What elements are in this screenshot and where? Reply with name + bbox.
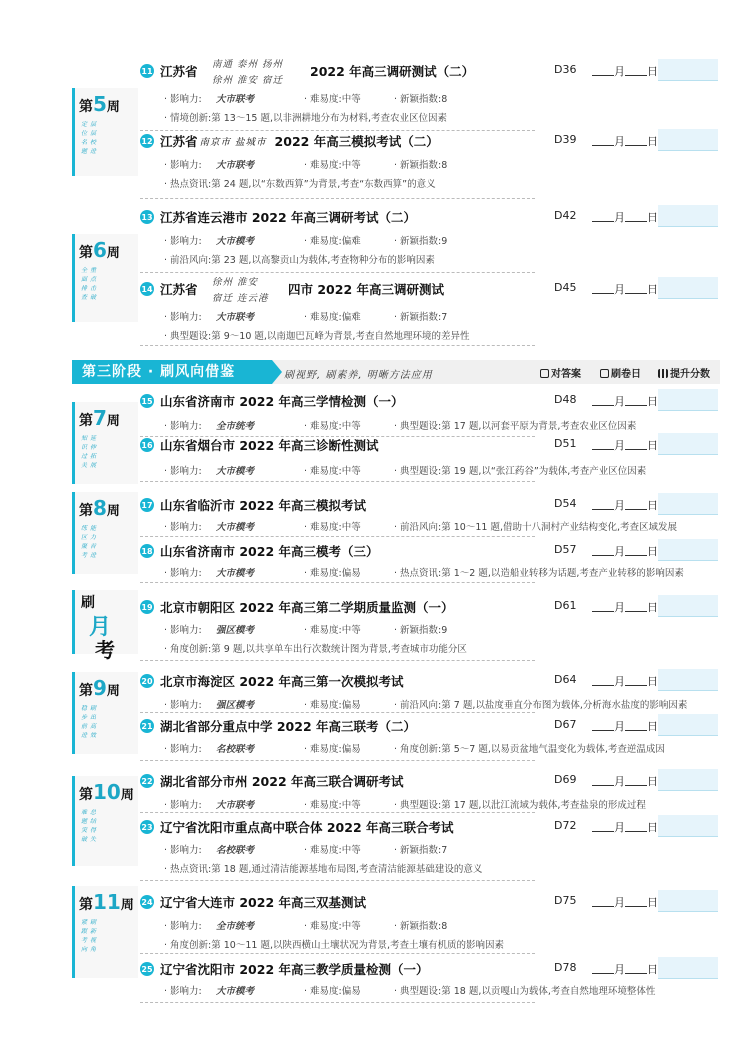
calendar-icon (600, 369, 609, 378)
week-motto: 全面排查 (81, 267, 88, 301)
exam-code: D54 (554, 497, 577, 510)
score-box[interactable] (658, 493, 718, 515)
day-label: 日 (647, 283, 658, 296)
influence-value: 大市联考 (216, 312, 255, 323)
week-motto: 稳步前进 (81, 705, 88, 739)
date-field[interactable] (592, 393, 658, 409)
date-field[interactable] (592, 543, 658, 559)
month-label: 月 (614, 499, 625, 512)
month-blank[interactable] (592, 66, 614, 76)
meta-third: · 新颖指数:8 (394, 94, 448, 105)
influence-prefix: · 影响力: (164, 800, 202, 811)
month-label: 月 (614, 135, 625, 148)
bar-chart-icon (658, 369, 668, 378)
exam-note: · 典型题设:第 9～10 题,以南迦巴瓦峰为背景,考查自然地理环境的差异性 (164, 331, 470, 342)
exam-title (140, 598, 454, 616)
month-blank[interactable] (592, 602, 614, 612)
day-label: 日 (647, 395, 658, 408)
difficulty: · 难易度:中等 (304, 921, 361, 932)
influence-value: 大市联考 (216, 800, 255, 811)
meta-third: · 典型题设:第 17 题,以沘江流域为载体,考查盐泉的形成过程 (394, 800, 646, 811)
difficulty: · 难易度:中等 (304, 800, 361, 811)
exam-title (140, 960, 429, 978)
exam-title (140, 392, 404, 410)
day-blank[interactable] (625, 776, 647, 786)
difficulty: · 难易度:中等 (304, 625, 361, 636)
day-blank[interactable] (625, 676, 647, 686)
meta-third: · 热点资讯:第 1～2 题,以造船业转移为话题,考查产业转移的影响因素 (394, 568, 684, 579)
month-label: 月 (614, 720, 625, 733)
influence-prefix: · 影响力: (164, 421, 202, 432)
exam-title (140, 132, 439, 150)
influence-prefix: · 影响力: (164, 845, 202, 856)
difficulty: · 难易度:中等 (304, 466, 361, 477)
day-label: 日 (647, 545, 658, 558)
date-field[interactable] (592, 673, 658, 689)
exam-title (140, 208, 416, 226)
month-blank[interactable] (592, 822, 614, 832)
date-field[interactable] (592, 281, 658, 297)
exam-note: · 角度创新:第 10～11 题,以陕西横山土壤状况为背景,考查土壤有机质的影响因素 (164, 940, 504, 951)
day-label: 日 (647, 499, 658, 512)
exam-title-text: 辽宁省沈阳市重点高中联合体 2022 年高三联合考试 (160, 820, 454, 835)
exam-title-rest: 2022 年高三调研测试（二） (310, 64, 475, 79)
week-motto: 总结得失 (90, 809, 97, 843)
meta-third: · 新颖指数:7 (394, 845, 448, 856)
date-field[interactable] (592, 209, 658, 225)
influence-value: 全市统考 (216, 921, 255, 932)
exam-cities: 宿迁 连云港 (212, 293, 269, 304)
day-blank[interactable] (625, 440, 647, 450)
date-field[interactable] (592, 599, 658, 615)
meta-third: · 典型题设:第 18 题,以贡嘎山为载体,考查自然地理环境整体性 (394, 986, 656, 997)
day-label: 日 (647, 601, 658, 614)
month-label: 月 (614, 211, 625, 224)
date-field[interactable] (592, 63, 658, 79)
day-label: 日 (647, 720, 658, 733)
exam-code: D45 (554, 281, 577, 294)
meta-third: · 前沿风向:第 7 题,以盐度垂直分布图为载体,分析海水盐度的影响因素 (394, 700, 688, 711)
exam-code: D36 (554, 63, 577, 76)
difficulty: · 难易度:偏易 (304, 986, 361, 997)
month-label: 月 (614, 439, 625, 452)
difficulty: · 难易度:偏难 (304, 236, 361, 247)
difficulty: · 难易度:偏易 (304, 744, 361, 755)
date-field[interactable] (592, 773, 658, 789)
exam-code: D61 (554, 599, 577, 612)
day-blank[interactable] (625, 546, 647, 556)
exam-title-text: 江苏省 (160, 282, 198, 297)
difficulty: · 难易度:中等 (304, 94, 361, 105)
difficulty: · 难易度:偏难 (304, 312, 361, 323)
difficulty: · 难易度:偏易 (304, 700, 361, 711)
exam-number-badge: 25 (140, 962, 154, 976)
exam-code: D39 (554, 133, 577, 146)
exam-note: · 热点资讯:第 24 题,以“东数西算”为背景,考查“东数西算”的意义 (164, 179, 436, 190)
influence-prefix: · 影响力: (164, 160, 202, 171)
difficulty: · 难易度:中等 (304, 522, 361, 533)
exam-number-badge: 18 (140, 544, 154, 558)
divider (140, 812, 535, 813)
exam-note: · 前沿风向:第 23 题,以高黎贡山为载体,考查物种分布的影响因素 (164, 255, 435, 266)
exam-number-badge: 13 (140, 210, 154, 224)
influence-prefix: · 影响力: (164, 312, 202, 323)
exam-title-text: 湖北省部分市州 2022 年高三联合调研考试 (160, 774, 404, 789)
week-motto: 延伸拓展 (90, 435, 97, 469)
date-field[interactable] (592, 718, 658, 734)
exam-title (140, 496, 366, 514)
difficulty: · 难易度:中等 (304, 421, 361, 432)
influence-prefix: · 影响力: (164, 94, 202, 105)
meta-third: · 新颖指数:9 (394, 236, 448, 247)
month-blank[interactable] (592, 396, 614, 406)
exam-number-badge: 11 (140, 64, 154, 78)
influence-value: 大市联考 (216, 94, 255, 105)
week-badge-6: 第6周 全面排查 重点击破 (72, 234, 138, 322)
week-motto: 练区聚考 (81, 525, 88, 559)
exam-code: D51 (554, 437, 577, 450)
meta-third: · 典型题设:第 19 题,以“张江药谷”为载体,考查产业区位因素 (394, 466, 647, 477)
exam-day-button[interactable]: 刷卷日 (600, 365, 641, 380)
exam-number-badge: 14 (140, 282, 154, 296)
influence-prefix: · 影响力: (164, 986, 202, 997)
day-blank[interactable] (625, 602, 647, 612)
divider (140, 272, 535, 273)
exam-number-badge: 20 (140, 674, 154, 688)
month-blank[interactable] (592, 212, 614, 222)
influence-value: 大市模考 (216, 522, 255, 533)
stage-subtitle: 刷视野, 刷素养, 明晰方法应用 (284, 370, 433, 381)
exam-title (140, 893, 366, 911)
score-box[interactable] (658, 277, 718, 299)
exam-title-text: 山东省烟台市 2022 年高三诊断性测试 (160, 438, 379, 453)
date-field[interactable] (592, 894, 658, 910)
divider (140, 582, 535, 583)
day-blank[interactable] (625, 721, 647, 731)
exam-code: D72 (554, 819, 577, 832)
day-blank[interactable] (625, 136, 647, 146)
exam-code: D64 (554, 673, 577, 686)
influence-prefix: · 影响力: (164, 625, 202, 636)
exam-title (140, 672, 404, 690)
day-blank[interactable] (625, 66, 647, 76)
exam-title (140, 772, 404, 790)
month-blank[interactable] (592, 897, 614, 907)
exam-code: D75 (554, 894, 577, 907)
exam-title (140, 436, 379, 454)
score-box[interactable] (658, 957, 718, 979)
stage-title: 第三阶段 · 刷风向借鉴 (72, 360, 272, 384)
month-blank[interactable] (592, 546, 614, 556)
exam-title (140, 280, 198, 298)
exam-title-text: 山东省济南市 2022 年高三学情检测（一） (160, 394, 404, 409)
divider (140, 760, 535, 761)
divider (140, 712, 535, 713)
meta-third: · 典型题设:第 17 题,以河套平原为背景,考查农业区位因素 (394, 421, 637, 432)
check-answers-button[interactable]: 对答案 (540, 365, 581, 380)
exam-note: · 热点资讯:第 18 题,通过清洁能源基地布局图,考查清洁能源基础建设的意义 (164, 864, 483, 875)
week-badge-5: 第5周 定位名题 层层校进 (72, 88, 138, 176)
exam-title (140, 542, 379, 560)
exam-number-badge: 17 (140, 498, 154, 512)
score-box[interactable] (658, 205, 718, 227)
exam-title-text: 山东省济南市 2022 年高三模考（三） (160, 544, 379, 559)
improve-score-button[interactable]: 提升分数 (658, 365, 710, 380)
month-blank[interactable] (592, 284, 614, 294)
day-blank[interactable] (625, 822, 647, 832)
date-field[interactable] (592, 437, 658, 453)
day-label: 日 (647, 65, 658, 78)
month-blank[interactable] (592, 136, 614, 146)
month-blank[interactable] (592, 676, 614, 686)
exam-cities: 徐州 淮安 宿迁 (212, 75, 284, 86)
score-box[interactable] (658, 714, 718, 736)
stage-header (72, 360, 720, 384)
month-label: 月 (614, 283, 625, 296)
score-box[interactable] (658, 669, 718, 691)
influence-value: 名校联考 (216, 845, 255, 856)
exam-title-text: 江苏省 (160, 64, 198, 79)
divider (140, 481, 535, 482)
week-motto: 难题突破 (81, 809, 88, 843)
score-box[interactable] (658, 59, 718, 81)
day-label: 日 (647, 821, 658, 834)
influence-value: 强区模考 (216, 625, 255, 636)
exam-title (140, 818, 454, 836)
influence-value: 名校联考 (216, 744, 255, 755)
score-box[interactable] (658, 389, 718, 411)
exam-cities: 南京市 盐城市 (199, 137, 267, 148)
exam-title-text: 江苏省 (160, 134, 198, 149)
exam-code: D48 (554, 393, 577, 406)
score-box[interactable] (658, 595, 718, 617)
divider (140, 880, 535, 881)
divider (140, 198, 535, 199)
meta-third: · 新颖指数:8 (394, 160, 448, 171)
influence-prefix: · 影响力: (164, 522, 202, 533)
score-box[interactable] (658, 815, 718, 837)
month-label: 月 (614, 395, 625, 408)
meta-third: · 前沿风向:第 10～11 题,借助十八洞村产业结构变化,考查区域发展 (394, 522, 678, 533)
week-motto: 能力首进 (90, 525, 97, 559)
difficulty: · 难易度:中等 (304, 845, 361, 856)
influence-value: 大市模考 (216, 236, 255, 247)
exam-code: D69 (554, 773, 577, 786)
divider (140, 536, 535, 537)
date-field[interactable] (592, 497, 658, 513)
month-label: 月 (614, 545, 625, 558)
day-blank[interactable] (625, 396, 647, 406)
exam-title-text: 湖北省部分重点中学 2022 年高三联考（二） (160, 719, 416, 734)
exam-number-badge: 23 (140, 820, 154, 834)
week-badge-7: 第7周 知识过关 延伸拓展 (72, 402, 138, 484)
score-box[interactable] (658, 769, 718, 791)
exam-title-text: 辽宁省沈阳市 2022 年高三教学质量检测（一） (160, 962, 429, 977)
influence-value: 大市联考 (216, 160, 255, 171)
week-badge-10: 第10周 难题突破 总结得失 (72, 776, 138, 866)
week-motto: 知识过关 (81, 435, 88, 469)
month-blank[interactable] (592, 964, 614, 974)
exam-number-badge: 12 (140, 134, 154, 148)
day-blank[interactable] (625, 212, 647, 222)
day-label: 日 (647, 211, 658, 224)
divider (140, 660, 535, 661)
day-blank[interactable] (625, 964, 647, 974)
influence-prefix: · 影响力: (164, 921, 202, 932)
day-label: 日 (647, 135, 658, 148)
day-blank[interactable] (625, 284, 647, 294)
score-box[interactable] (658, 129, 718, 151)
month-label: 月 (614, 963, 625, 976)
influence-value: 大市模考 (216, 466, 255, 477)
month-blank[interactable] (592, 500, 614, 510)
checkbox-icon (540, 369, 549, 378)
day-label: 日 (647, 896, 658, 909)
month-blank[interactable] (592, 440, 614, 450)
week-motto: 刷新视角 (90, 919, 97, 953)
week-motto: 重点击破 (90, 267, 97, 301)
month-label: 月 (614, 601, 625, 614)
exam-code: D78 (554, 961, 577, 974)
exam-code: D57 (554, 543, 577, 556)
exam-number-badge: 16 (140, 438, 154, 452)
month-blank[interactable] (592, 721, 614, 731)
date-field[interactable] (592, 133, 658, 149)
influence-value: 强区模考 (216, 700, 255, 711)
exam-title-rest: 四市 2022 年高三调研测试 (288, 282, 444, 297)
exam-title-text: 辽宁省大连市 2022 年高三双基测试 (160, 895, 366, 910)
score-box[interactable] (658, 539, 718, 561)
week-motto: 紧跟考向 (81, 919, 88, 953)
exam-title-text: 北京市朝阳区 2022 年高三第二学期质量监测（一） (160, 600, 454, 615)
exam-title-text: 江苏省连云港市 2022 年高三调研考试（二） (160, 210, 416, 225)
meta-third: · 角度创新:第 5～7 题,以易贡盆地气温变化为载体,考查逆温成因 (394, 744, 665, 755)
day-label: 日 (647, 963, 658, 976)
difficulty: · 难易度:偏易 (304, 568, 361, 579)
day-label: 日 (647, 675, 658, 688)
exam-number-badge: 22 (140, 774, 154, 788)
week-badge-8: 第8周 练区聚考 能力首进 (72, 492, 138, 574)
influence-prefix: · 影响力: (164, 700, 202, 711)
divider (140, 1002, 535, 1003)
exam-number-badge: 24 (140, 895, 154, 909)
exam-title-text: 北京市海淀区 2022 年高三第一次模拟考试 (160, 674, 404, 689)
day-label: 日 (647, 775, 658, 788)
meta-third: · 新颖指数:7 (394, 312, 448, 323)
week-badge-9: 第9周 稳步前进 刷出高效 (72, 672, 138, 754)
week-badge-11: 第11周 紧跟考向 刷新视角 (72, 886, 138, 978)
influence-value: 全市统考 (216, 421, 255, 432)
divider (140, 130, 535, 131)
week-motto: 层层校进 (90, 121, 97, 155)
day-blank[interactable] (625, 500, 647, 510)
month-label: 月 (614, 675, 625, 688)
exam-number-badge: 19 (140, 600, 154, 614)
divider (140, 345, 535, 346)
influence-prefix: · 影响力: (164, 744, 202, 755)
month-label: 月 (614, 821, 625, 834)
date-field[interactable] (592, 961, 658, 977)
date-field[interactable] (592, 819, 658, 835)
exam-code: D67 (554, 718, 577, 731)
exam-cities: 徐州 淮安 (212, 277, 259, 288)
difficulty: · 难易度:中等 (304, 160, 361, 171)
month-label: 月 (614, 65, 625, 78)
influence-prefix: · 影响力: (164, 568, 202, 579)
month-label: 月 (614, 896, 625, 909)
influence-prefix: · 影响力: (164, 236, 202, 247)
score-box[interactable] (658, 433, 718, 455)
exam-title (140, 717, 416, 735)
exam-note: · 情境创新:第 13～15 题,以非洲耕地分布为材料,考查农业区位因素 (164, 113, 447, 124)
influence-value: 大市模考 (216, 568, 255, 579)
meta-third: · 新颖指数:9 (394, 625, 448, 636)
influence-prefix: · 影响力: (164, 466, 202, 477)
week-motto: 定位名题 (81, 121, 88, 155)
exam-title (140, 62, 198, 80)
influence-value: 大市模考 (216, 986, 255, 997)
monthly-exam-badge: 刷 月 考 (72, 590, 138, 654)
exam-cities: 南通 泰州 扬州 (212, 59, 284, 70)
day-blank[interactable] (625, 897, 647, 907)
exam-title-text: 山东省临沂市 2022 年高三模拟考试 (160, 498, 366, 513)
exam-code: D42 (554, 209, 577, 222)
exam-title-rest: 2022 年高三模拟考试（二） (274, 134, 439, 149)
week-motto: 刷出高效 (90, 705, 97, 739)
month-label: 月 (614, 775, 625, 788)
month-blank[interactable] (592, 776, 614, 786)
meta-third: · 新颖指数:8 (394, 921, 448, 932)
divider (140, 953, 535, 954)
exam-note: · 角度创新:第 9 题,以共享单车出行次数统计图为背景,考查城市功能分区 (164, 644, 467, 655)
score-box[interactable] (658, 890, 718, 912)
exam-number-badge: 15 (140, 394, 154, 408)
exam-number-badge: 21 (140, 719, 154, 733)
day-label: 日 (647, 439, 658, 452)
